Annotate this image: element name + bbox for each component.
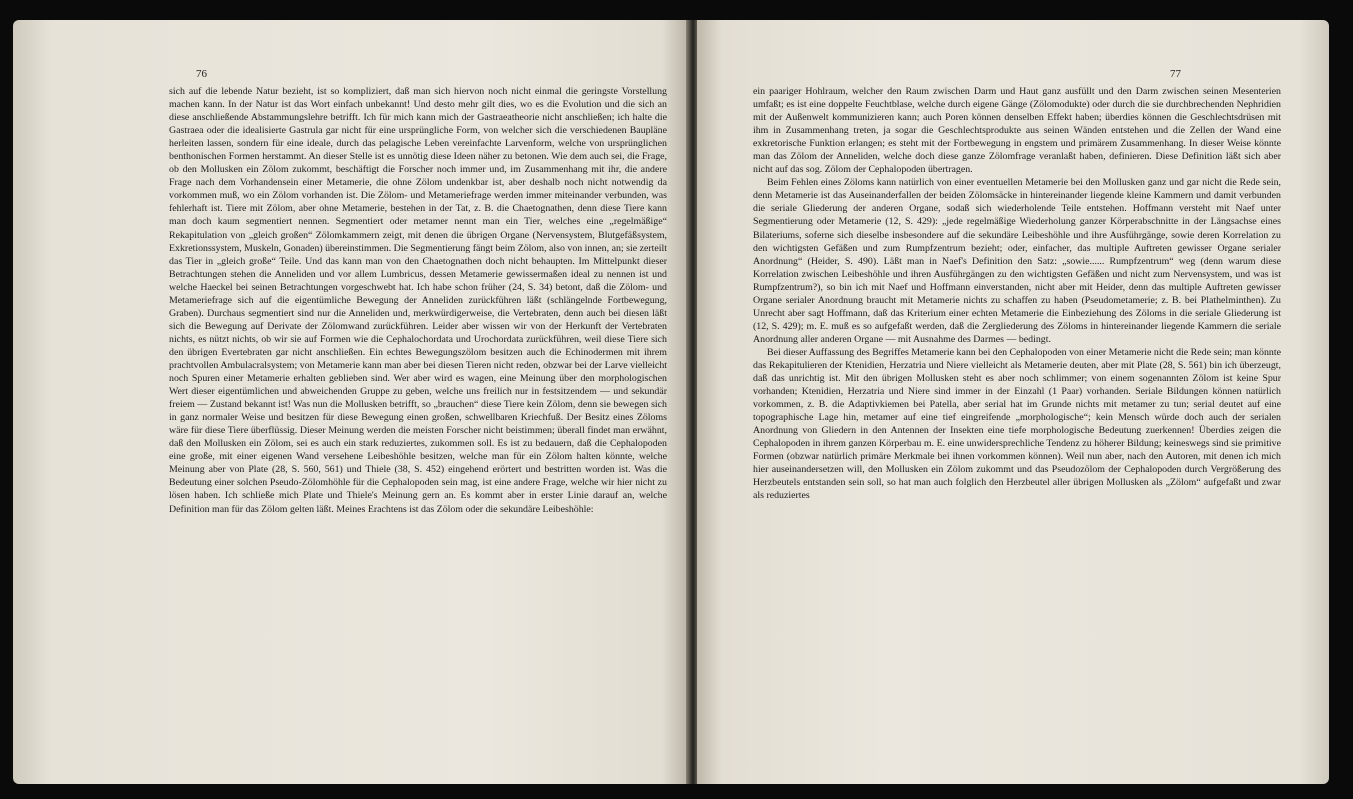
right-page [697, 20, 1329, 784]
left-page [13, 20, 689, 784]
right-paragraph: Bei dieser Auffassung des Begriffes Metamerie kann bei den Cephalopoden von einer Metamerie nicht die Rede sein; man könnte das Rekapitulieren der Ktenidien, Herzatria und Niere vielleicht als Metamerie deuten, aber mit Plate (28, S. 561) bin ich überzeugt, daß das unrichtig ist. Mit den übrigen Mollusken steht es aber noch schlimmer; von einem sogenannten Zölom ist keine Spur vorhanden; Ktenidien, Herzatria und Niere sind immer in der Einzahl (1 Paar) vorhanden. Seriale Bildungen können natürlich vorkommen, z. B. die Adaptivkiemen bei Patella, aber serial hat im Grunde nichts mit metamer zu tun; serial deutet auf eine topographische Lage hin, metamer auf eine tief eingreifende „morphologische“; kein Mensch würde doch auch der serialen Anordnung von Gliedern in den Antennen der Insekten eine tiefe morphologische Bedeutung zuerkennen! Überdies zeigen die Cephalopoden in ihrem ganzen Körperbau m. E. eine unwidersprechliche Tendenz zu höherer Bildung; keineswegs sind sie primitive Formen (obzwar natürlich primäre Merkmale bei ihnen vorkommen können). Weil nun aber, nach den Autoren, mit denen ich mich hier auseinandersetzen will, den Mollusken ein Zölom zukommt und das Pseudozölom der Cephalopoden durch Vergrößerung des Herzbeutels entstanden sein soll, so hat man auch folglich den Herzbeutel aller übrigen Mollusken als „Zölom“ aufgefaßt und zwar als reduziertes [753, 346, 1281, 502]
left-paragraph: sich auf die lebende Natur bezieht, ist so kompliziert, daß man sich hiervon noch nicht einmal die geringste Vorstellung machen kann. In der Natur ist das Wort einfach unbekannt! Und desto mehr gilt dies, wo es die Evolution und die sich an diese anschließende Abstammungslehre betrifft. Ich für mich kann mich der Gastraeatheorie nicht anschließen; ich halte die Gastraea oder die idealisierte Gastrula gar nicht für eine ursprüngliche Form, von welcher sich die verschiedenen Baupläne herleiten lassen, sondern für eine ideale, durch das pelagische Leben vereinfachte Larvenform, welche von ursprünglichen benthonischen Formen herstammt. An dieser Stelle ist es unnötig diese Ideen näher zu betonen. Wie dem auch sei, die Frage, ob den Mollusken ein Zölom zukommt, beschäftigt die Forscher noch immer und, im Zusammenhang mit ihr, die andere Frage nach dem Vorhandensein einer Metamerie, die ohne Zölom undenkbar ist, aber deshalb noch nicht notwendig da vorkommen muß, wo ein Zölom vorhanden ist. Die Zölom- und Metameriefrage werden immer miteinander verbunden, was fehlerhaft ist. Tiere mit Zölom, aber ohne Metamerie, bestehen in der Tat, z. B. die Chaetognathen, denn diese Tiere kann man doch kaum segmentiert nennen. Segmentiert oder metamer nennt man ein Tier, welches eine „regelmäßige“ Rekapitulation von „gleich großen“ Zölomkammern zeigt, mit denen die übrigen Organe (Nervensystem, Blutgefäßsystem, Exkretionssystem, Muskeln, Gonaden) übereinstimmen. Die Segmentierung fängt beim Zölom, also von innen, an; sie zerteilt das Tier in „gleich große“ Teile. Und das kann man von den Chaetognathen doch nicht behaupten. Im Mittelpunkt dieser Betrachtungen stehen die Anneliden und vor allem Lumbricus, dessen Metamerie gewissermaßen ideal zu nennen ist und welche Haeckel bei seinen Betrachtungen vorgeschwebt hat. Ich habe schon früher (24, S. 34) betont, daß die Zölom- und Metameriefrage sich auf die eigentümliche Bewegung der Anneliden zurückführen läßt (schlängelnde Fortbewegung, Graben). Durchaus segmentiert sind nur die Anneliden und, merkwürdigerweise, die Vertebraten, denn auch bei diesen läßt sich die Bewegung auf Derivate der Zölomwand zurückführen. Leider aber wissen wir von der Herkunft der Vertebraten nichts, es nützt nichts, ob wir sie auf Formen wie die Cephalochordata und Urochordata zurückführen, weil diese Tiere sich den übrigen Evertebraten gar nicht anschließen. Ein echtes Bewegungszölom besitzen auch die Echinodermen mit ihrem prachtvollen Ambulacralsystem; von Metamerie kann man aber bei diesen Tieren nicht reden, obzwar bei der Larve vielleicht noch Spuren einer Metamerie erhalten geblieben sind. Wer aber wird es wagen, eine Meinung über den morphologischen Wert dieser eigentümlichen und abweichenden Gruppe zu geben, welche uns freilich nur in festsitzendem — und sekundär freiem — Zustand bekannt ist! Was nun die Mollusken betrifft, so „brauchen“ diese Tiere kein Zölom, denn sie bewegen sich in ganz normaler Weise und besitzen für diese Bewegung einen großen, schwellbaren Kriechfuß. Der Besitz eines Zöloms wäre für diese Tiere überflüssig. Dieser Meinung werden die meisten Forscher nicht beistimmen; überall findet man erwähnt, daß den Mollusken ein Zölom, sei es auch ein stark reduziertes, zukommen soll. Es ist zu bedauern, daß die Cephalopoden eine große, mit einer eigenen Wand versehene Leibeshöhle besitzen, welche man für ein Zölom halten könnte, welche Meinung aber von Plate (28, S. 560, 561) und Thiele (38, S. 452) eingehend erörtert und bestritten worden ist. Was die Bedeutung einer solchen Pseudo-Zölomhöhle für die Cephalopoden sein mag, ist eine andere Frage, welche wir hier nicht zu lösen haben. Ich schließe mich Plate und Thiele's Meinung gern an. Es kommt aber in erster Linie darauf an, welche Definition man für das Zölom gelten läßt. Meines Erachtens ist das Zölom oder die sekundäre Leibeshöhle: [169, 86, 667, 515]
right-page-text [753, 85, 1281, 503]
right-paragraph: Beim Fehlen eines Zöloms kann natürlich von einer eventuellen Metamerie bei den Mollusken ganz und gar nicht die Rede sein, denn Metamerie ist das Auseinanderfallen der beiden Zölomsäcke in hintereinander liegende kleine Kammern und damit verbunden die seriale Gliederung der anderen Organe, sodaß sich wiederholende Teile entstehen. Hoffmann versteht mit Naef unter Segmentierung oder Metamerie (12, S. 429): „jede regelmäßige Wiederholung ganzer Körperabschnitte in der Längsachse eines Bilateriums, soferne sich dieselbe insbesondere auf die sekundäre Leibeshöhle und ihre Ausführgänge, sowie deren Korrelation zu den wichtigsten Gefäßen und zum Rumpfzentrum bezieht; oder, einfacher, das multiple Auftreten gewisser Organe serialer Anordnung“ (Heider, S. 490). Läßt man in Naef's Definition den Satz: „sowie...... Rumpfzentrum“ weg (denn warum diese Korrelation zwischen Leibeshöhle und ihren Ausführgängen zu den wichtigsten Gefäßen und nicht zum Nervensystem, und was ist Rumpfzentrum?), so bin ich mit Naef und Hoffmann einverstanden, nicht aber mit Heider, denn das multiple Auftreten gewisser Organe serialer Anordnung braucht mit Metamerie nichts zu schaffen zu haben (Pseudometamerie; z. B. bei Plathelminthen). Zu Unrecht aber sagt Hoffmann, daß das Kriterium einer echten Metamerie die Einbeziehung des Zöloms in die seriale Gliederung ist (12, S. 429); m. E. muß es so aufgefaßt werden, daß die Zergliederung des Zöloms in hintereinander liegende Kammern die seriale Anordnung aller anderen Organe — mit Ausnahme des Darmes — bedingt. [753, 177, 1281, 345]
left-page-text [169, 85, 667, 516]
left-page-number: 76 [196, 68, 207, 80]
right-page-number: 77 [1170, 68, 1181, 80]
right-paragraph: ein paariger Hohlraum, welcher den Raum zwischen Darm und Haut ganz ausfüllt und den Darm zwischen seinen Mesenterien umfaßt; es ist eine doppelte Feuchtblase, welche durch eigene Gänge (Zölomodukte) oder durch die sie durchbrechenden Nephridien mit der Außenwelt kommunizieren kann; auch Poren können denselben Effekt haben; überdies können die Geschlechtsdrüsen mit ihm in Zusammenhang treten, ja sogar die Geschlechtsprodukte aus seinen Wänden entstehen und die Zellen der Wand eine exkretorische Funktion erlangen; es steht mit der Fortbewegung in engstem und primärem Zusammenhang. In dieser Weise könnte man das Zölom der Anneliden, welche doch diese ganze Zölomfrage veranlaßt haben, definieren. Diese Definition läßt sich aber nicht auf das sog. Zölom der Cephalopoden übertragen. [753, 86, 1281, 176]
